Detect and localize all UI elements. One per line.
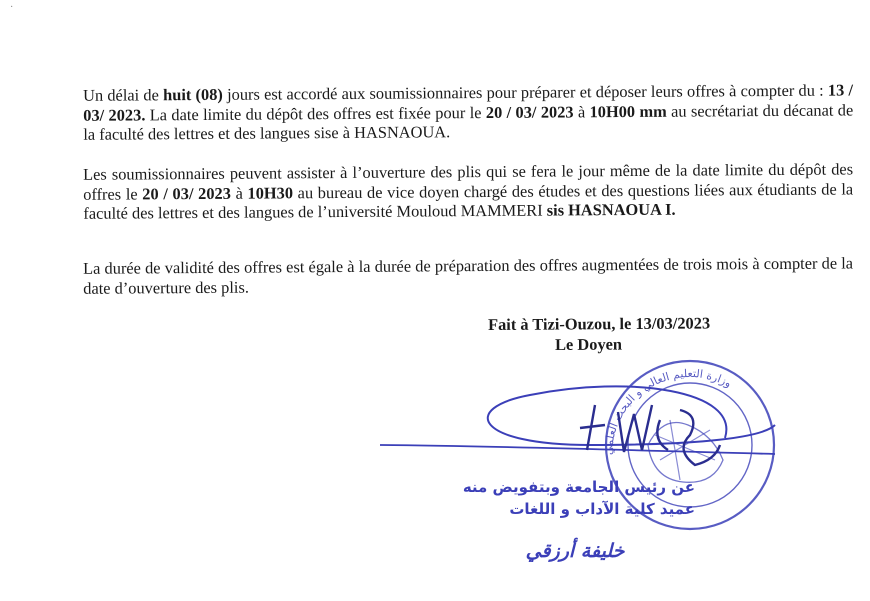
stamp-signatory-name: خليفة أرزقي — [525, 540, 625, 562]
bold-text: 10H30 — [247, 182, 294, 203]
text: Les soumissionnaires peuvent assister à l’ouverture des plis qui se fera le jour même de la date limite du dépôt des offres le — [82, 159, 854, 204]
paragraph-opening — [55, 159, 853, 223]
text: jours est accordé aux soumissionnaires pour préparer et déposer leurs offres à compter du : — [222, 80, 828, 104]
paragraph-validity — [55, 253, 853, 298]
bold-text: 10H00 mm — [589, 101, 667, 121]
signatory-role: Le Doyen — [555, 334, 623, 354]
text: à — [573, 101, 590, 121]
text: à — [230, 183, 248, 203]
text: Un délai de — [82, 85, 164, 105]
bold-text: huit (08) — [162, 84, 223, 105]
bold-text: 20 / 03/ 2023 — [142, 183, 231, 203]
stamp-line-1: عن رئيس الجامعة وبتفويض منه — [462, 478, 695, 496]
text: au secrétariat du décanat de la faculté des lettres et des langues sise à HASNAOUA. — [83, 99, 854, 144]
place-date: Fait à Tizi-Ouzou, le 13/03/2023 — [488, 313, 711, 334]
text: La durée de validité des offres est égale à la durée de préparation des offres augmentées de trois mois à compter de la date d’ouverture des plis. — [82, 253, 854, 298]
text: au bureau de vice doyen chargé des études et des questions liées aux étudiants de la faculté des lettres et des langues de l’université Mouloud MAMMERI — [83, 178, 854, 223]
bold-text: 13 / 03/ 2023. — [83, 80, 854, 125]
bold-text: 20 / 03/ 2023 — [485, 101, 574, 122]
corner-mark: · — [10, 2, 14, 13]
seal-ring-text: وزارة التعليم العالي و البحث العلمي — [601, 366, 734, 456]
stamp-delegation-text — [440, 476, 695, 520]
official-stamp-signature — [380, 350, 790, 600]
bold-text: sis HASNAOUA I. — [546, 199, 676, 220]
text: La date limite du dépôt des offres est fixée pour le — [145, 102, 486, 124]
stamp-line-2: عميد كلية الآداب و اللغات — [509, 500, 695, 518]
paragraph-delay — [55, 80, 853, 144]
